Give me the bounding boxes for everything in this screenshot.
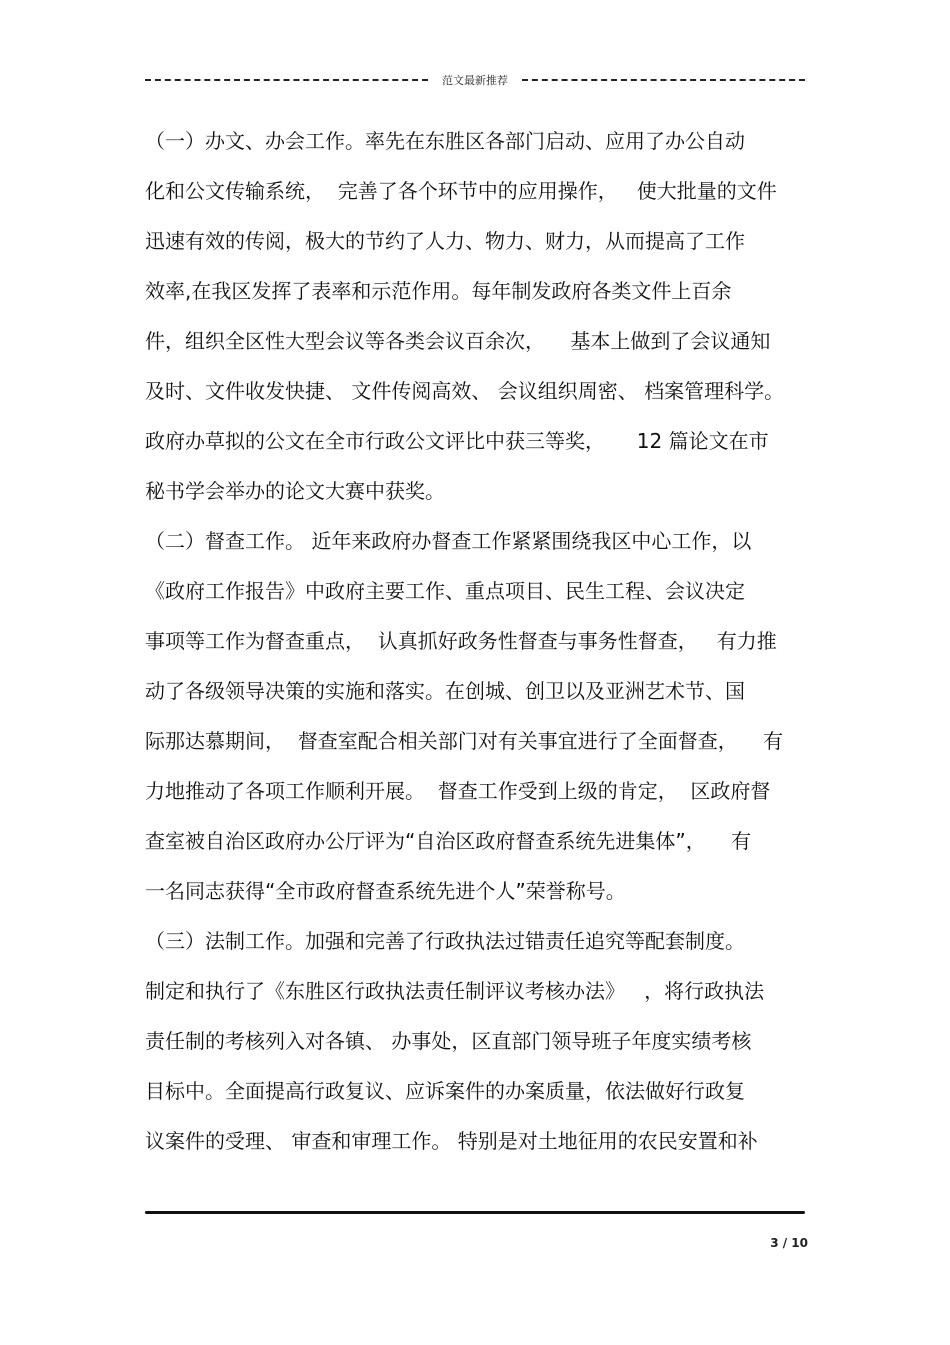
text-line: 目标中。全面提高行政复议、应诉案件的办案质量，依法做好行政复 bbox=[145, 1079, 745, 1103]
text-line: 秘书学会举办的论文大赛中获奖。 bbox=[145, 479, 445, 503]
text-line: 查室被自治区政府办公厅评为“自治区政府督查系统先进集体”， 有 bbox=[145, 829, 752, 853]
text-line: 力地推动了各项工作顺利开展。 督查工作受到上级的肯定， 区政府督 bbox=[145, 779, 771, 803]
header-dash-right bbox=[522, 79, 805, 81]
text-line: 事项等工作为督查重点， 认真抓好政务性督查与事务性督查， 有力推 bbox=[145, 629, 777, 653]
text-line: 动了各级领导决策的实施和落实。在创城、创卫以及亚洲艺术节、国 bbox=[145, 679, 745, 703]
text-line: 效率,在我区发挥了表率和示范作用。每年制发政府各类文件上百余 bbox=[145, 279, 732, 303]
text-line: 《政府工作报告》中政府主要工作、重点项目、民生工程、会议决定 bbox=[145, 579, 745, 603]
text-line: 政府办草拟的公文在全市行政公文评比中获三等奖， 12 篇论文在市 bbox=[145, 429, 769, 453]
text-line: 制定和执行了《东胜区行政执法责任制评议考核办法》 ，将行政执法 bbox=[145, 979, 765, 1003]
text-line: 及时、文件收发快捷、 文件传阅高效、 会议组织周密、 档案管理科学。 bbox=[145, 379, 785, 403]
text-line: （一）办文、办会工作。率先在东胜区各部门启动、应用了办公自动 bbox=[145, 129, 745, 153]
text-line: 件，组织全区性大型会议等各类会议百余次， 基本上做到了会议通知 bbox=[145, 329, 771, 353]
page-header bbox=[145, 70, 805, 90]
text-line: 迅速有效的传阅，极大的节约了人力、物力、财力，从而提高了工作 bbox=[145, 229, 745, 253]
document-body bbox=[145, 121, 813, 1171]
header-dash-left bbox=[145, 79, 428, 81]
text-line: 化和公文传输系统， 完善了各个环节中的应用操作， 使大批量的文件 bbox=[145, 179, 777, 203]
page-number: 3 / 10 bbox=[770, 1236, 808, 1250]
text-line: （二）督查工作。 近年来政府办督查工作紧紧围绕我区中心工作，以 bbox=[145, 529, 752, 553]
footer-divider bbox=[145, 1211, 805, 1214]
header-title: 范文最新推荐 bbox=[442, 74, 508, 87]
text-line: 议案件的受理、 审查和审理工作。 特别是对土地征用的农民安置和补 bbox=[145, 1129, 758, 1153]
text-line: 一名同志获得“全市政府督查系统先进个人”荣誉称号。 bbox=[145, 879, 626, 903]
text-line: （三）法制工作。加强和完善了行政执法过错责任追究等配套制度。 bbox=[145, 929, 745, 953]
text-line: 责任制的考核列入对各镇、 办事处，区直部门领导班子年度实绩考核 bbox=[145, 1029, 752, 1053]
text-line: 际那达慕期间， 督查室配合相关部门对有关事宜进行了全面督查， 有 bbox=[145, 729, 784, 753]
